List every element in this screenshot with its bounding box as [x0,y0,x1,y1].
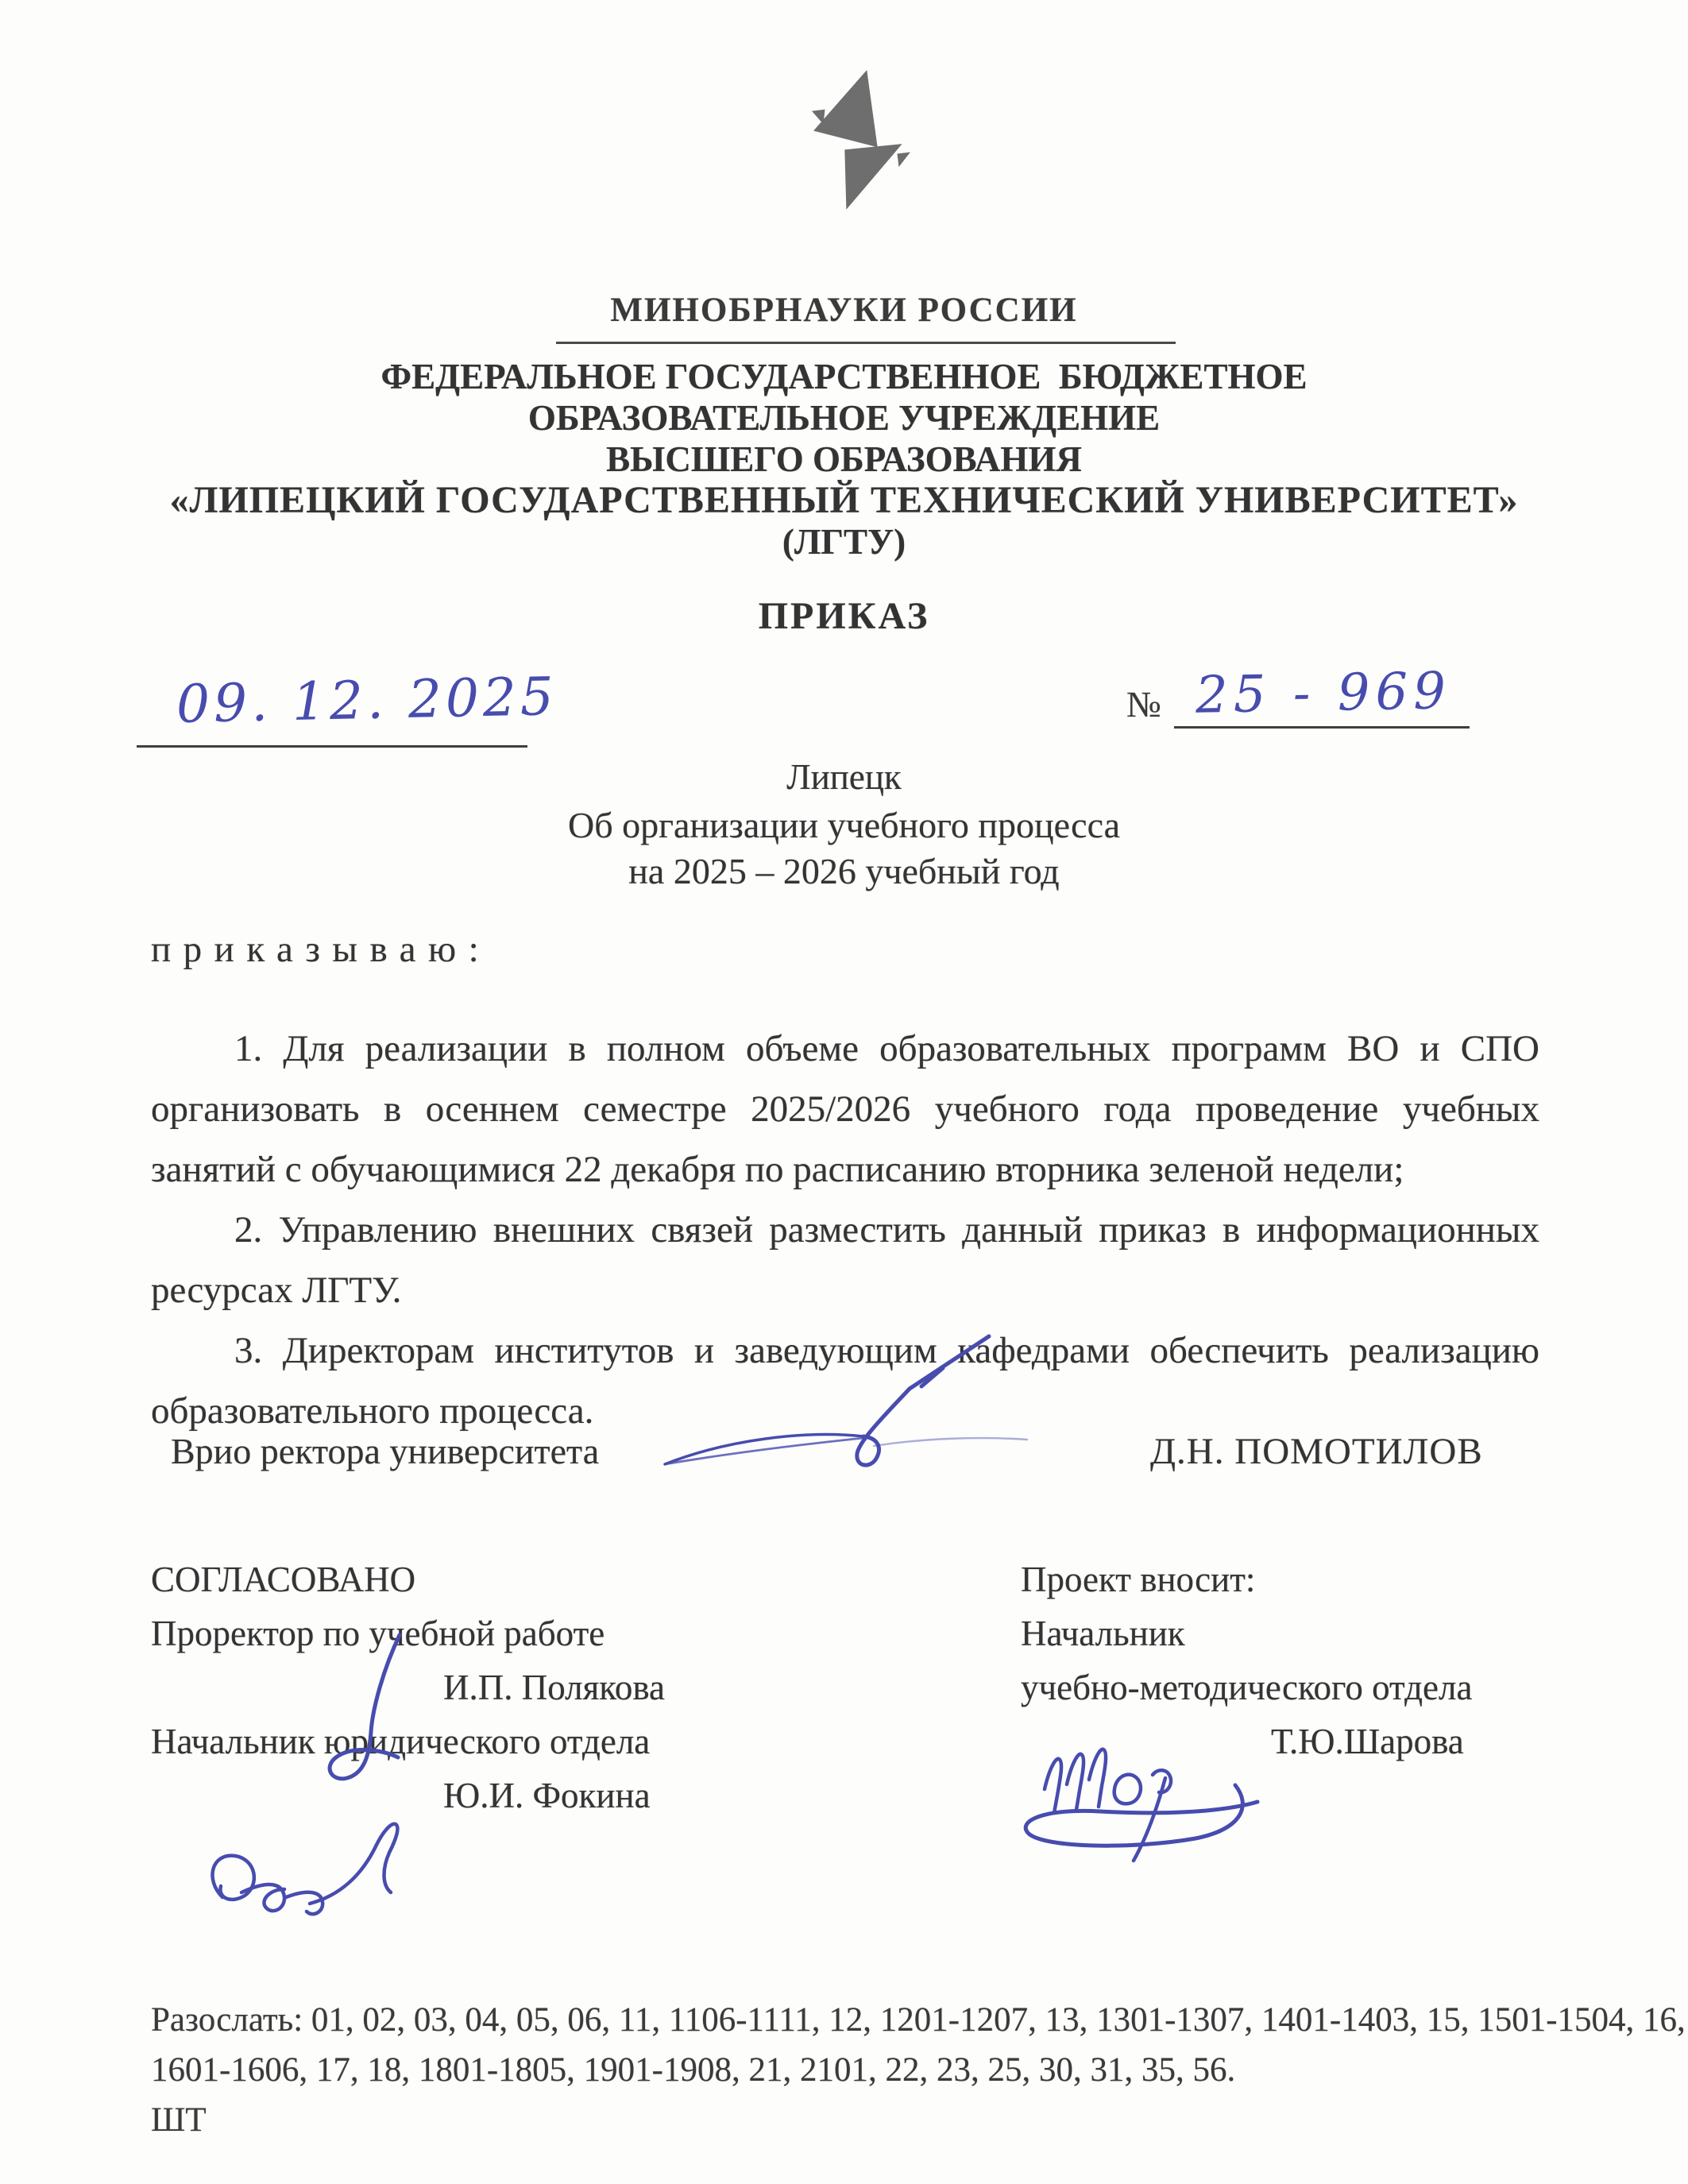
sharova-signature [997,1702,1263,1873]
org-name-line: ФЕДЕРАЛЬНОЕ ГОСУДАРСТВЕННОЕ БЮДЖЕТНОЕ [380,357,1308,396]
approver-position: Начальник юридического отдела [151,1722,651,1761]
order-paragraph: 3. Директорам институтов и заведующим кафедрами обеспечить реализацию образовательного процесса. [151,1330,1539,1432]
document-type-title: ПРИКАЗ [758,595,930,637]
submitter-position: Начальник [1021,1614,1185,1653]
distribution-list-line: Разослать: 01, 02, 03, 04, 05, 06, 11, 1106-1111, 12, 1201-1207, 13, 1301-1307, 1401-1403, 15, 1501-1504, 16, [151,2001,1686,2039]
date-underline [137,745,527,748]
decree-word: приказываю: [151,929,492,970]
approver-name: И.П. Полякова [443,1668,666,1707]
submitter-name: Т.Ю.Шарова [1271,1722,1464,1761]
order-paragraph: 1. Для реализации в полном объеме образовательных программ ВО и СПО организовать в осеннем семестре 2025/2026 учебного года проведение учебных занятий с обучающимися 22 декабря по расписанию вторника зеленой недели; [151,1028,1539,1190]
ministry-name: МИНОБРНАУКИ РОССИИ [610,292,1078,329]
submitter-heading: Проект вносит: [1021,1560,1256,1599]
subject-line: Об организации учебного процесса [568,805,1120,845]
signer-name: Д.Н. ПОМОТИЛОВ [1150,1431,1483,1472]
org-name-line: «ЛИПЕЦКИЙ ГОСУДАРСТВЕННЫЙ ТЕХНИЧЕСКИЙ УНИВЕРСИТЕТ» [169,479,1519,521]
signer-position: Врио ректора университета [171,1431,600,1471]
submitter-position: учебно-методического отдела [1021,1668,1473,1707]
executor-initials: ШТ [151,2101,207,2139]
order-paragraph: 2. Управлению внешних связей разместить данный приказ в информационных ресурсах ЛГТУ. [151,1209,1539,1311]
org-name-line: (ЛГТУ) [782,522,906,562]
lstu-logo-icon [812,70,910,211]
subject-line: на 2025 – 2026 учебный год [628,851,1060,891]
org-name-line: ОБРАЗОВАТЕЛЬНОЕ УЧРЕЖДЕНИЕ [527,398,1161,438]
distribution-list-line: 1601-1606, 17, 18, 1801-1805, 1901-1908, 21, 2101, 22, 23, 25, 30, 31, 35, 56. [151,2051,1236,2089]
polyakova-signature [314,1630,449,1797]
fokina-signature [200,1786,446,1941]
header-divider [556,342,1176,344]
handwritten-order-number: 25 - 969 [1195,662,1452,725]
city-name: Липецк [786,757,902,797]
rector-signature [647,1311,1029,1502]
approver-position: Проректор по учебной работе [151,1614,605,1653]
number-underline [1174,726,1470,729]
org-name-line: ВЫСШЕГО ОБРАЗОВАНИЯ [606,439,1082,479]
handwritten-date: 09. 12. 2025 [176,665,558,736]
approver-name: Ю.И. Фокина [443,1776,651,1815]
approval-heading: СОГЛАСОВАНО [151,1560,416,1599]
number-sign-label: № [1126,684,1161,725]
